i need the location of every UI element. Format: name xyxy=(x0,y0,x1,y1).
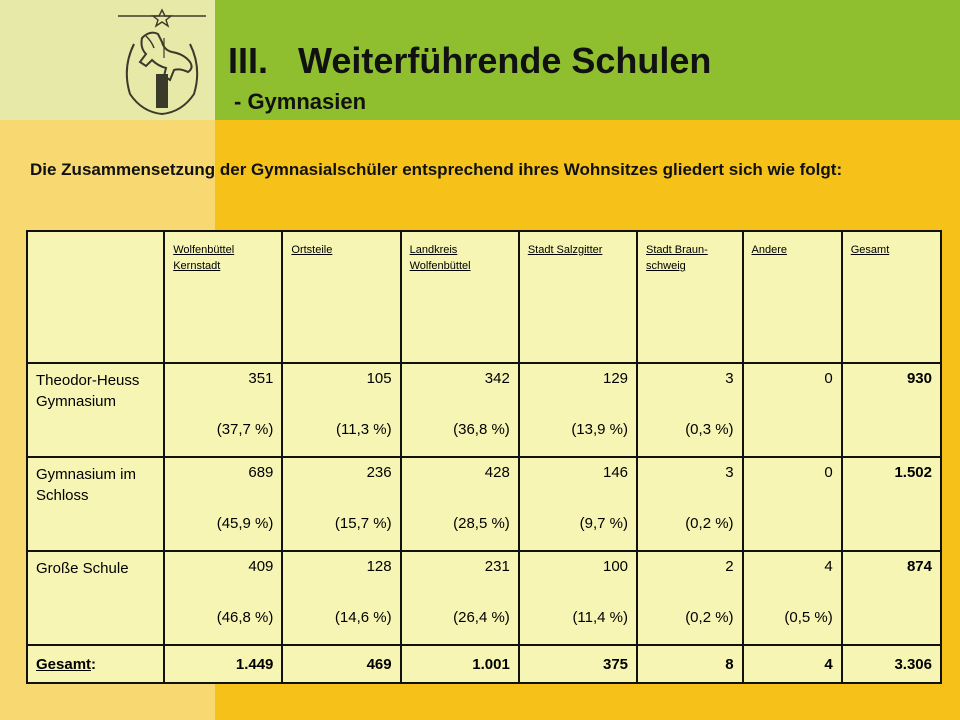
table-cell: 3 (0,2 %) xyxy=(637,457,743,551)
total-label: Gesamt: xyxy=(27,645,164,683)
table-cell: 0 xyxy=(743,457,842,551)
total-cell: 8 xyxy=(637,645,743,683)
table-cell: 100 (11,4 %) xyxy=(519,551,637,645)
table-cell: 4 (0,5 %) xyxy=(743,551,842,645)
table-cell: 351 (37,7 %) xyxy=(164,363,282,457)
total-cell: 469 xyxy=(282,645,400,683)
page-title xyxy=(228,40,711,82)
table-row xyxy=(27,457,941,551)
total-row xyxy=(27,645,941,683)
column-header: Andere xyxy=(743,231,842,363)
total-cell: 4 xyxy=(743,645,842,683)
row-total-cell: 874 xyxy=(842,551,941,645)
row-total-cell: 1.502 xyxy=(842,457,941,551)
table-cell: 2 (0,2 %) xyxy=(637,551,743,645)
table-cell: 105 (11,3 %) xyxy=(282,363,400,457)
column-header: Gesamt xyxy=(842,231,941,363)
table-cell: 409 (46,8 %) xyxy=(164,551,282,645)
row-total-cell: 930 xyxy=(842,363,941,457)
schools-table xyxy=(26,230,942,684)
table-row xyxy=(27,551,941,645)
table-cell: 342 (36,8 %) xyxy=(401,363,519,457)
row-label: Große Schule xyxy=(27,551,164,645)
table-cell: 689 (45,9 %) xyxy=(164,457,282,551)
table-cell: 0 xyxy=(743,363,842,457)
horse-crest-icon xyxy=(112,8,212,120)
title-text: Weiterführende Schulen xyxy=(298,40,712,81)
column-header: Ortsteile xyxy=(282,231,400,363)
intro-text: Die Zusammensetzung der Gymnasialschüler entsprechend ihres Wohnsitzes gliedert sich wie folgt: xyxy=(30,160,843,179)
table-cell: 128 (14,6 %) xyxy=(282,551,400,645)
column-header: Wolfenbüttel Kernstadt xyxy=(164,231,282,363)
table-cell: 428 (28,5 %) xyxy=(401,457,519,551)
total-cell: 1.449 xyxy=(164,645,282,683)
grand-total-cell: 3.306 xyxy=(842,645,941,683)
column-header: Stadt Braun-schweig xyxy=(637,231,743,363)
total-cell: 1.001 xyxy=(401,645,519,683)
table-cell: 236 (15,7 %) xyxy=(282,457,400,551)
column-header: Stadt Salzgitter xyxy=(519,231,637,363)
table-row xyxy=(27,363,941,457)
title-number: III. xyxy=(228,40,269,81)
row-label: Gymnasium im Schloss xyxy=(27,457,164,551)
table-header-row xyxy=(27,231,941,363)
table-corner-cell xyxy=(27,231,164,363)
page-subtitle: - Gymnasien xyxy=(234,89,367,114)
table-cell: 3 (0,3 %) xyxy=(637,363,743,457)
table-cell: 129 (13,9 %) xyxy=(519,363,637,457)
table-cell: 231 (26,4 %) xyxy=(401,551,519,645)
total-cell: 375 xyxy=(519,645,637,683)
row-label: Theodor-Heuss Gymnasium xyxy=(27,363,164,457)
column-header: Landkreis Wolfenbüttel xyxy=(401,231,519,363)
table-cell: 146 (9,7 %) xyxy=(519,457,637,551)
